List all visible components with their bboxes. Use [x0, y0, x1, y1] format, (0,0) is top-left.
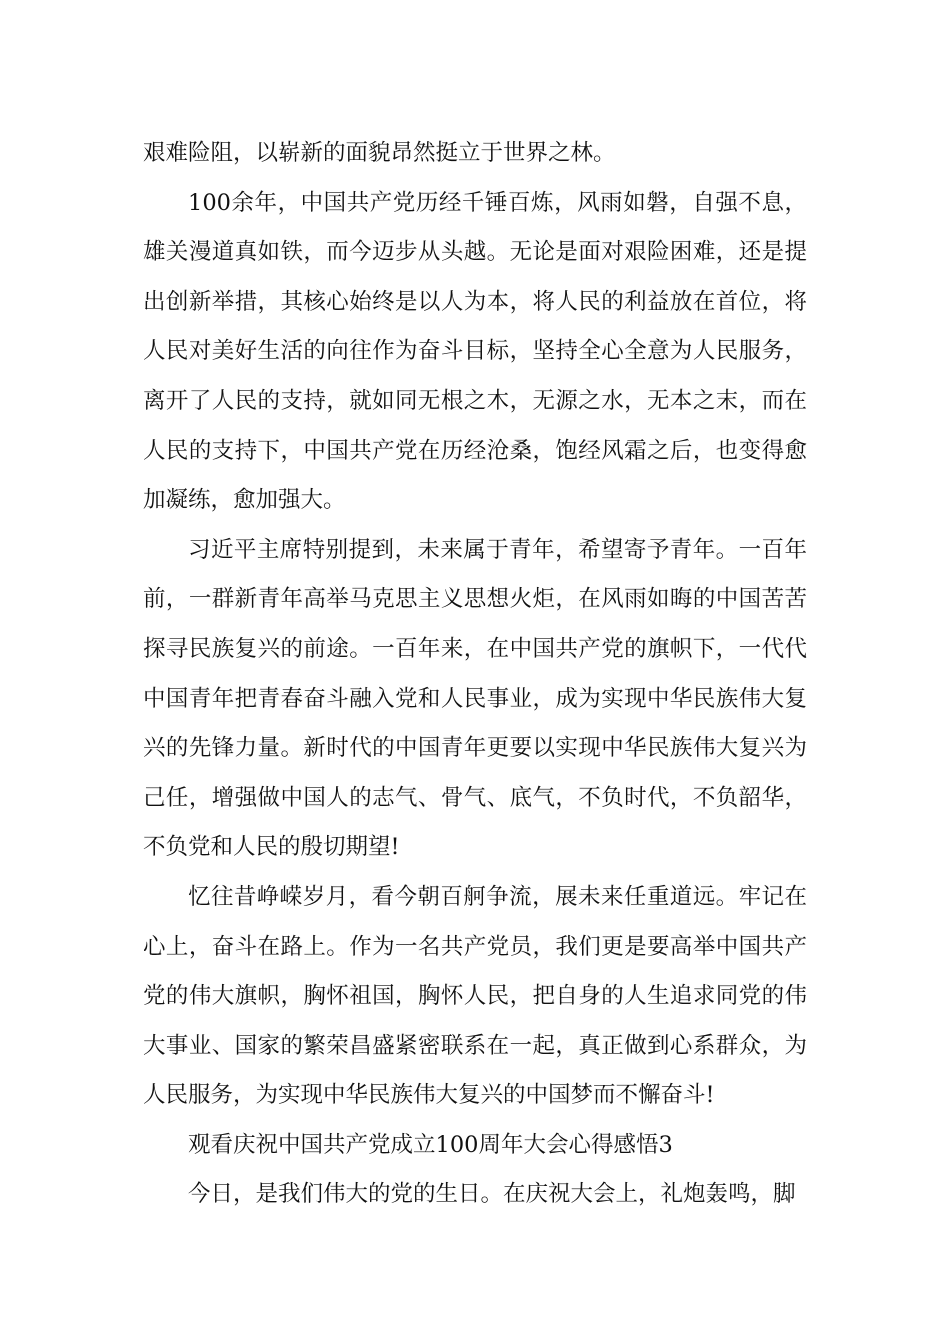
section-heading: 观看庆祝中国共产党成立100周年大会心得感悟3 [188, 1131, 673, 1158]
paragraph-2: 100余年，中国共产党历经千锤百炼，风雨如磐，自强不息，雄关漫道真如铁，而今迈步从头越。无论是面对艰险困难，还是提出创新举措，其核心始终是以人为本，将人民的利益放在首位，将人民对美好生活的向往作为奋斗目标，坚持全心全意为人民服务，离开了人民的支持，就如同无根之木，无源之水，无本之末，而在人民的支持下，中国共产党在历经沧桑，饱经风霜之后，也变得愈加凝练，愈加强大。 [143, 189, 807, 514]
paragraph-1: 艰难险阻，以崭新的面貌昂然挺立于世界之林。 [143, 140, 616, 166]
document-page [143, 129, 807, 1220]
paragraph-3: 习近平主席特别提到，未来属于青年，希望寄予青年。一百年前，一群新青年高举马克思主义思想火炬，在风雨如晦的中国苦苦探寻民族复兴的前途。一百年来，在中国共产党的旗帜下，一代代中国青年把青春奋斗融入党和人民事业，成为实现中华民族伟大复兴的先锋力量。新时代的中国青年更要以实现中华民族伟大复兴为己任，增强做中国人的志气、骨气、底气，不负时代，不负韶华，不负党和人民的殷切期望! [143, 536, 807, 861]
paragraph-4: 忆往昔峥嵘岁月，看今朝百舸争流，展未来任重道远。牢记在心上，奋斗在路上。作为一名共产党员，我们更是要高举中国共产党的伟大旗帜，胸怀祖国，胸怀人民，把自身的人生追求同党的伟大事业、国家的繁荣昌盛紧密联系在一起，真正做到心系群众，为人民服务，为实现中华民族伟大复兴的中国梦而不懈奋斗! [143, 883, 807, 1109]
paragraph-5: 今日，是我们伟大的党的生日。在庆祝大会上，礼炮轰鸣，脚 [188, 1181, 796, 1208]
